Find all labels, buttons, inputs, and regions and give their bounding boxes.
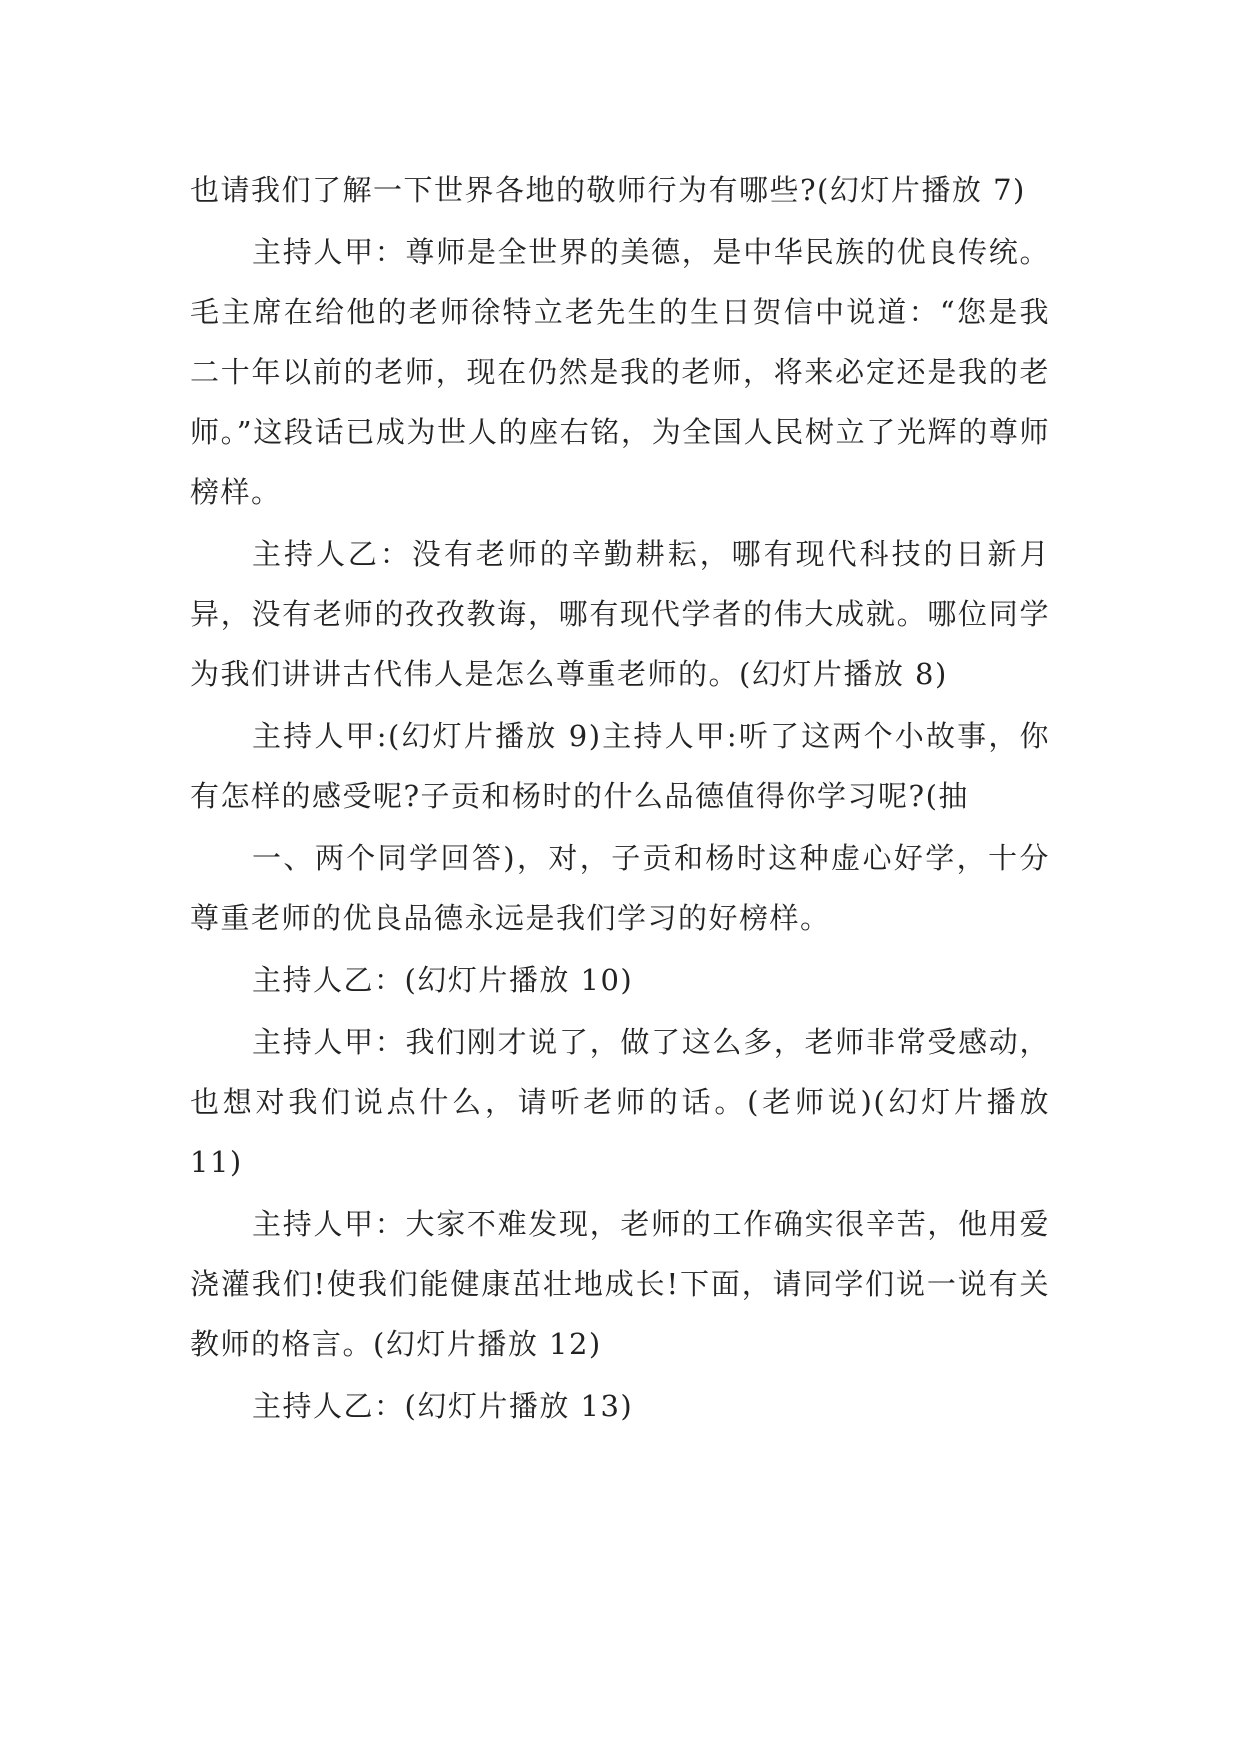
paragraph-3: 主持人乙：没有老师的辛勤耕耘，哪有现代科技的日新月异，没有老师的孜孜教诲，哪有现代学者的伟大成就。哪位同学为我们讲讲古代伟人是怎么尊重老师的。(幻灯片播放 8)	[190, 537, 1050, 691]
paragraph-2: 主持人甲：尊师是全世界的美德，是中华民族的优良传统。毛主席在给他的老师徐特立老先生的生日贺信中说道：“您是我二十年以前的老师，现在仍然是我的老师，将来必定还是我的老师。”这段话已成为世人的座右铭，为全国人民树立了光辉的尊师榜样。	[190, 235, 1050, 509]
paragraph-4: 主持人甲:(幻灯片播放 9)主持人甲:听了这两个小故事，你有怎样的感受呢?子贡和杨时的什么品德值得你学习呢?(抽	[190, 719, 1050, 813]
paragraph-6: 主持人乙：(幻灯片播放 10)	[252, 963, 634, 997]
paragraph-7: 主持人甲：我们刚才说了，做了这么多，老师非常受感动，也想对我们说点什么，请听老师的话。(老师说)(幻灯片播放 11)	[190, 1025, 1050, 1179]
paragraph-9: 主持人乙：(幻灯片播放 13)	[252, 1389, 634, 1423]
paragraph-5: 一、两个同学回答)，对，子贡和杨时这种虚心好学，十分尊重老师的优良品德永远是我们学习的好榜样。	[190, 841, 1050, 935]
paragraph-8: 主持人甲：大家不难发现，老师的工作确实很辛苦，他用爱浇灌我们!使我们能健康茁壮地成长!下面，请同学们说一说有关教师的格言。(幻灯片播放 12)	[190, 1207, 1050, 1361]
document-body	[190, 160, 1050, 1438]
paragraph-1: 也请我们了解一下世界各地的敬师行为有哪些?(幻灯片播放 7)	[190, 173, 1026, 207]
